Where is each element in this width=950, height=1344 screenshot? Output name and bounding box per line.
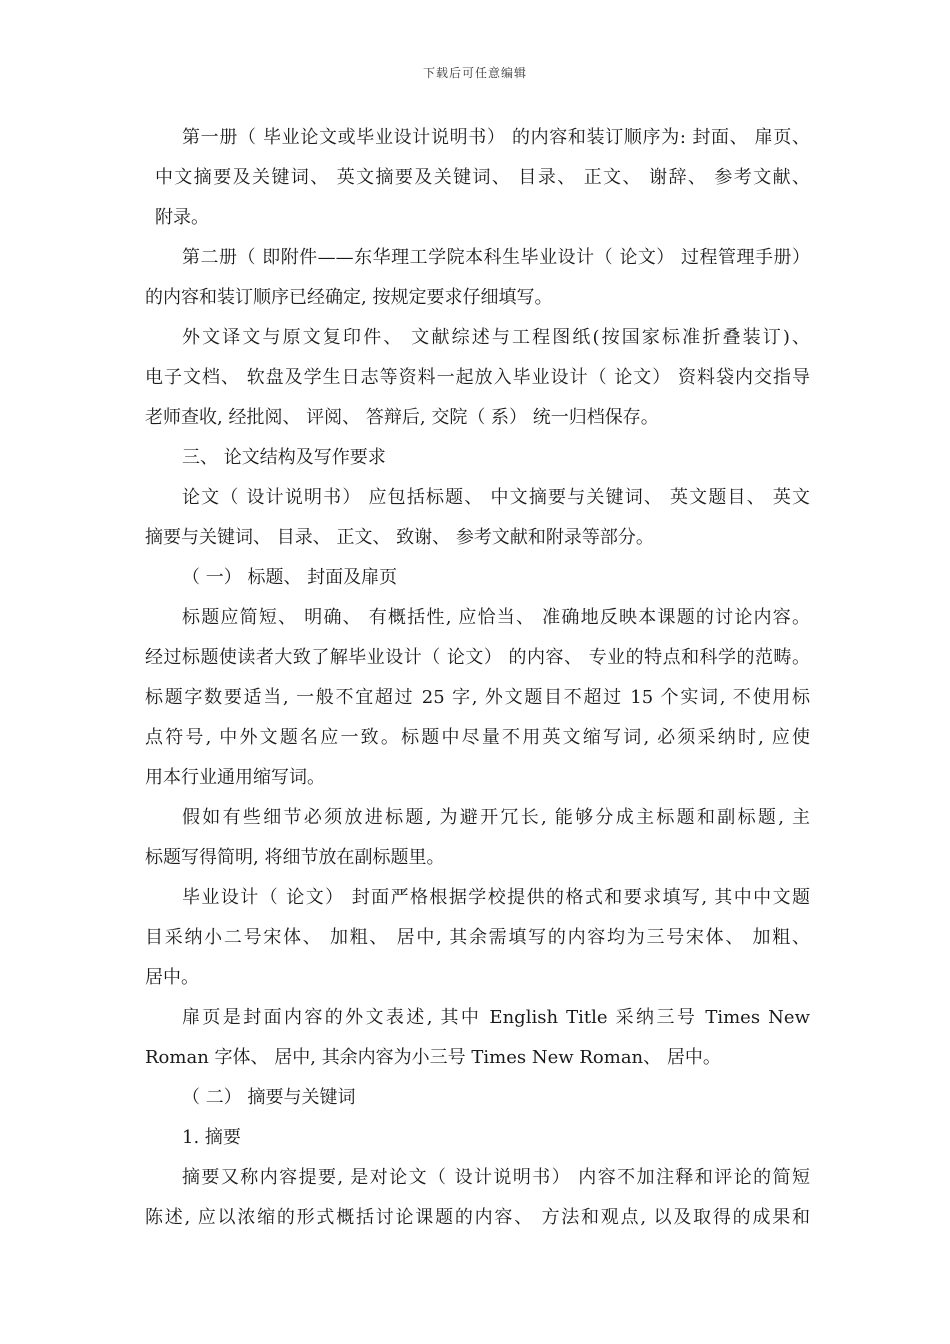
text-line: 点符号, 中外文题名应一致。标题中尽量不用英文缩写词, 必须采纳时, 应使 bbox=[145, 727, 810, 748]
text-line: 目采纳小二号宋体、 加粗、 居中, 其余需填写的内容均为三号宋体、 加粗、 bbox=[145, 927, 810, 948]
section-heading: 三、 论文结构及写作要求 bbox=[182, 447, 386, 468]
subsection-heading: （ 一） 标题、 封面及扉页 bbox=[182, 567, 398, 588]
text-line: 居中。 bbox=[145, 967, 199, 988]
text-line: 标题字数要适当, 一般不宜超过 25 字, 外文题目不超过 15 个实词, 不使用标 bbox=[145, 687, 810, 708]
document-body bbox=[145, 118, 810, 1238]
text-line: 扉页是封面内容的外文表述, 其中 English Title 采纳三号 Times New bbox=[182, 1007, 810, 1028]
text-line: 第二册（ 即附件——东华理工学院本科生毕业设计（ 论文） 过程管理手册） bbox=[182, 247, 810, 268]
text-line: 外文译文与原文复印件、 文献综述与工程图纸(按国家标准折叠装订)、 bbox=[182, 327, 810, 348]
text-line: 中文摘要及关键词、 英文摘要及关键词、 目录、 正文、 谢辞、 参考文献、 bbox=[155, 167, 810, 188]
text-line: 老师查收, 经批阅、 评阅、 答辩后, 交院（ 系） 统一归档保存。 bbox=[145, 407, 659, 428]
text-line: 毕业设计（ 论文） 封面严格根据学校提供的格式和要求填写, 其中中文题 bbox=[182, 887, 810, 908]
text-line: 论文（ 设计说明书） 应包括标题、 中文摘要与关键词、 英文题目、 英文 bbox=[182, 487, 810, 508]
text-line: 标题应简短、 明确、 有概括性, 应恰当、 准确地反映本课题的讨论内容。 bbox=[182, 607, 810, 628]
text-line: 用本行业通用缩写词。 bbox=[145, 767, 325, 788]
text-line: 第一册（ 毕业论文或毕业设计说明书） 的内容和装订顺序为: 封面、 扉页、 bbox=[182, 127, 810, 148]
text-line: 的内容和装订顺序已经确定, 按规定要求仔细填写。 bbox=[145, 287, 553, 308]
subsection-heading: （ 二） 摘要与关键词 bbox=[182, 1087, 356, 1108]
text-line: 摘要与关键词、 目录、 正文、 致谢、 参考文献和附录等部分。 bbox=[145, 527, 654, 548]
text-line: 电子文档、 软盘及学生日志等资料一起放入毕业设计（ 论文） 资料袋内交指导 bbox=[145, 367, 810, 388]
text-line: 摘要又称内容提要, 是对论文（ 设计说明书） 内容不加注释和评论的简短 bbox=[182, 1167, 810, 1188]
text-line: 陈述, 应以浓缩的形式概括讨论课题的内容、 方法和观点, 以及取得的成果和 bbox=[145, 1207, 810, 1228]
item-heading: 1. 摘要 bbox=[182, 1127, 241, 1148]
page-header: 下载后可任意编辑 bbox=[422, 66, 527, 80]
text-line: Roman 字体、 居中, 其余内容为小三号 Times New Roman、 居中。 bbox=[145, 1047, 721, 1068]
text-line: 附录。 bbox=[155, 207, 209, 228]
text-line: 假如有些细节必须放进标题, 为避开冗长, 能够分成主标题和副标题, 主 bbox=[182, 807, 810, 828]
text-line: 标题写得简明, 将细节放在副标题里。 bbox=[145, 847, 445, 868]
text-line: 经过标题使读者大致了解毕业设计（ 论文） 的内容、 专业的特点和科学的范畴。 bbox=[145, 647, 810, 668]
